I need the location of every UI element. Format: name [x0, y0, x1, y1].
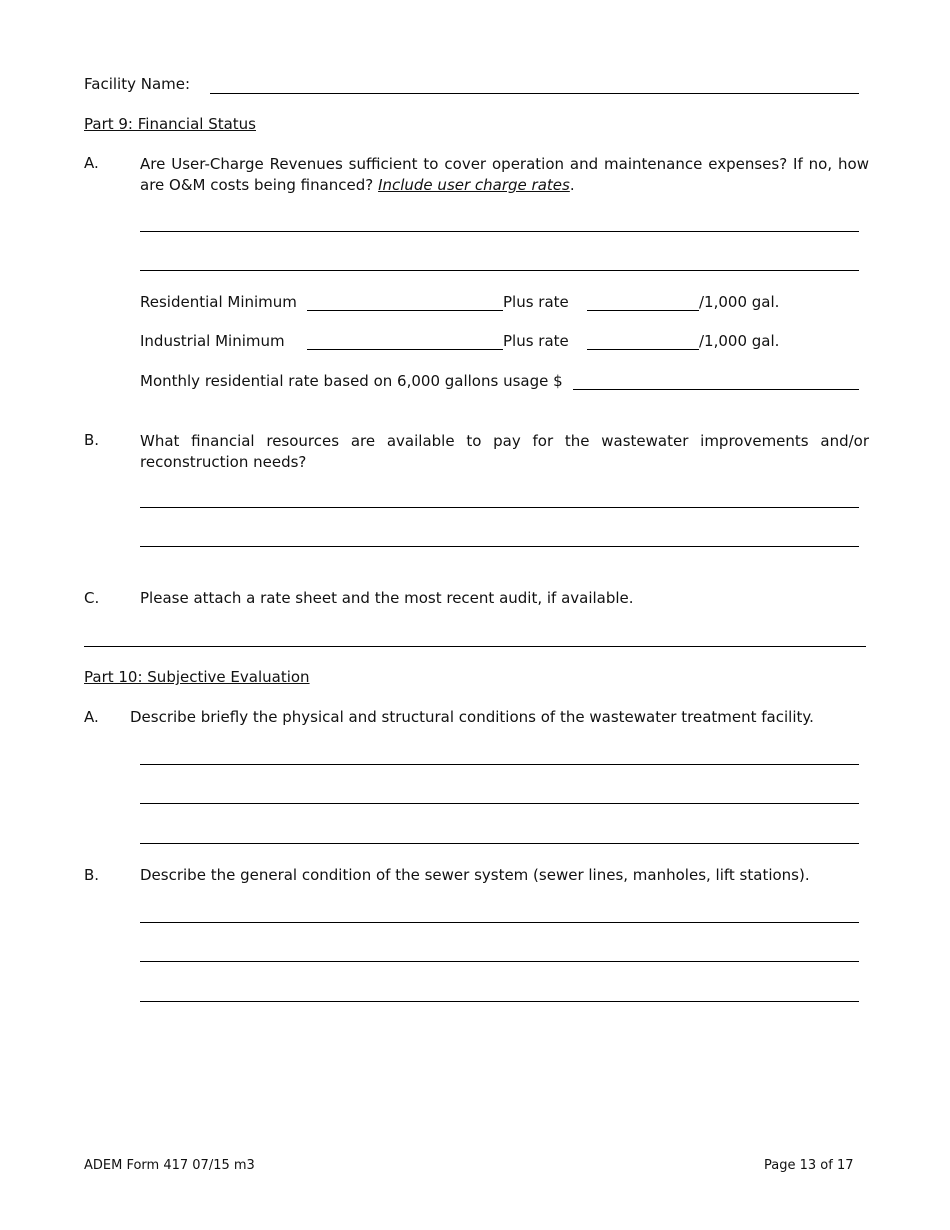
residential-per-unit-label: /1,000 gal.	[699, 293, 780, 311]
industrial-minimum-field[interactable]	[307, 349, 503, 350]
part10-a-answer-line-1[interactable]	[140, 764, 859, 765]
part9-a-letter: A.	[84, 154, 99, 172]
industrial-minimum-label: Industrial Minimum	[140, 332, 285, 350]
part9-c-letter: C.	[84, 589, 100, 607]
part9-b-answer-line-1[interactable]	[140, 507, 859, 508]
residential-minimum-label: Residential Minimum	[140, 293, 297, 311]
part9-b-question: What financial resources are available to pay for the wastewater improvements and/or reconstruction needs?	[140, 432, 869, 471]
part9-a-answer-line-1[interactable]	[140, 231, 859, 232]
industrial-per-unit-label: /1,000 gal.	[699, 332, 780, 350]
part10-b-letter: B.	[84, 866, 100, 884]
page-number: Page 13 of 17	[764, 1158, 854, 1173]
residential-minimum-field[interactable]	[307, 310, 503, 311]
part9-title: Part 9: Financial Status	[84, 115, 256, 133]
residential-plus-rate-field[interactable]	[587, 310, 699, 311]
section-divider	[84, 646, 866, 647]
industrial-plus-rate-field[interactable]	[587, 349, 699, 350]
part10-a-answer-line-2[interactable]	[140, 803, 859, 804]
part10-b-question: Describe the general condition of the sewer system (sewer lines, manholes, lift stations).	[140, 866, 810, 884]
monthly-rate-field[interactable]	[573, 389, 859, 390]
form-id: ADEM Form 417 07/15 m3	[84, 1158, 255, 1173]
part9-a-question-block	[140, 154, 869, 196]
facility-name-field[interactable]	[210, 93, 859, 94]
part10-a-letter: A.	[84, 708, 99, 726]
part9-c-text: Please attach a rate sheet and the most recent audit, if available.	[140, 589, 634, 607]
part10-a-question: Describe briefly the physical and structural conditions of the wastewater treatment facility.	[130, 708, 814, 726]
part10-a-answer-line-3[interactable]	[140, 843, 859, 844]
part10-b-answer-line-2[interactable]	[140, 961, 859, 962]
part9-a-question: Are User-Charge Revenues sufficient to cover operation and maintenance expenses? If no, how are O&M costs being financed?	[140, 155, 869, 194]
part10-b-answer-line-1[interactable]	[140, 922, 859, 923]
part9-a-answer-line-2[interactable]	[140, 270, 859, 271]
part9-b-letter: B.	[84, 431, 100, 449]
part10-b-answer-line-3[interactable]	[140, 1001, 859, 1002]
monthly-rate-label: Monthly residential rate based on 6,000 gallons usage $	[140, 372, 563, 390]
industrial-plus-rate-label: Plus rate	[503, 332, 569, 350]
facility-name-label: Facility Name:	[84, 75, 191, 93]
residential-plus-rate-label: Plus rate	[503, 293, 569, 311]
part10-title: Part 10: Subjective Evaluation	[84, 668, 310, 686]
part9-a-end: .	[569, 176, 575, 194]
part9-b-answer-line-2[interactable]	[140, 546, 859, 547]
part9-a-emphasis: Include user charge rates	[378, 176, 570, 194]
